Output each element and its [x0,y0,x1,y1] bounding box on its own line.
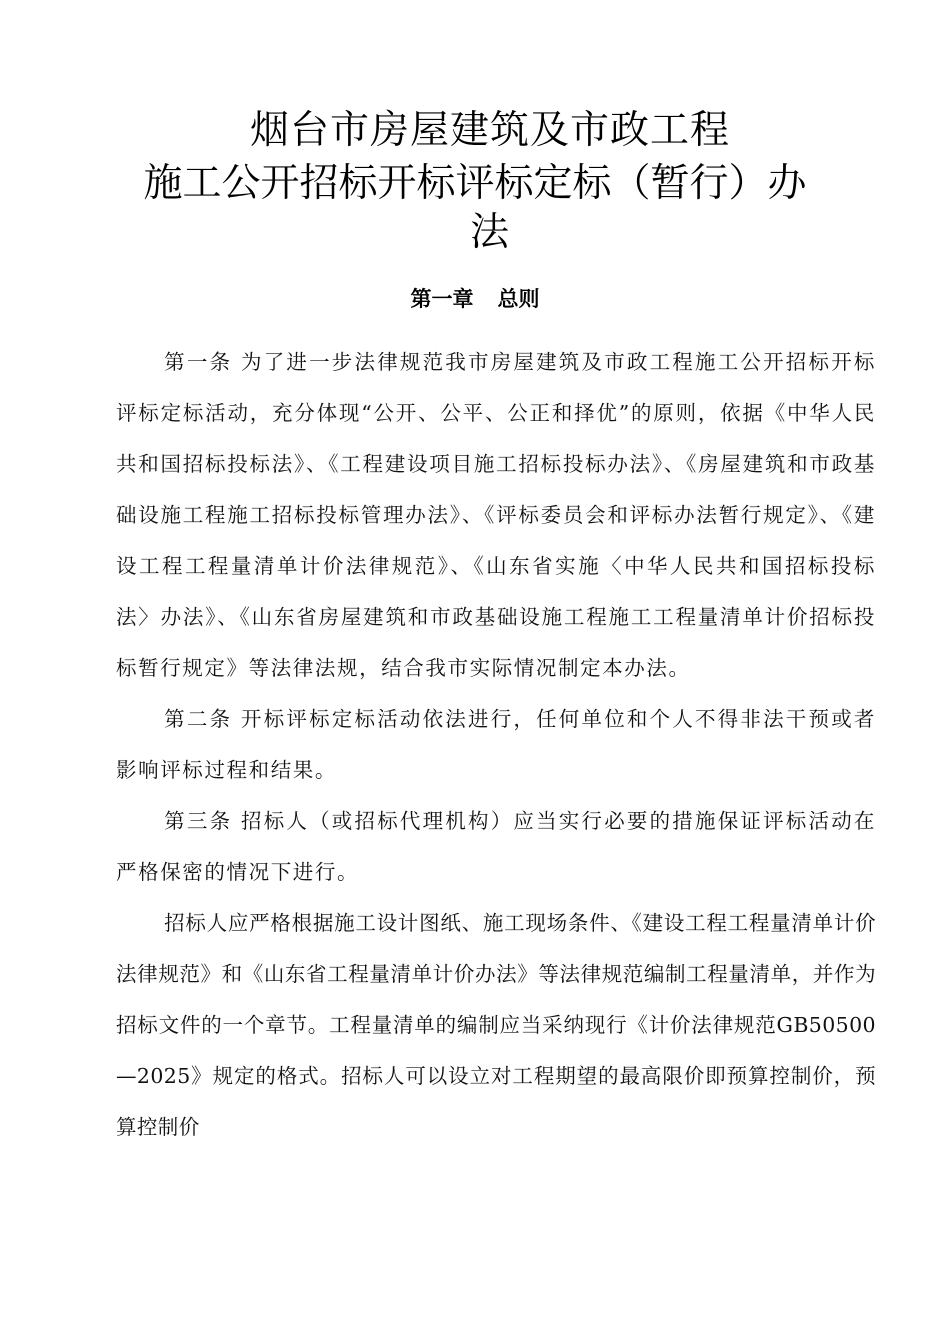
document-title-line-3: 法 [469,210,510,255]
article-2-paragraph: 第二条 开标评标定标活动依法进行，任何单位和个人不得非法干预或者影响评标过程和结果。 [116,707,876,782]
article-3-paragraph: 第三条 招标人（或招标代理机构）应当实行必要的措施保证评标活动在严格保密的情况下进行。 [116,809,876,884]
chapter-number: 第一章 [410,287,474,311]
document-title-line-1: 烟台市房屋建筑及市政工程 [249,108,730,153]
chapter-heading [0,284,950,314]
document-body [116,337,876,1153]
article-3-continuation-paragraph: 招标人应严格根据施工设计图纸、施工现场条件、《建设工程工程量清单计价法律规范》和《山东省工程量清单计价办法》等法律规范编制工程量清单，并作为招标文件的一个章节。工程量清单的编制应当采纳现行《计价法律规范GB50500—2025》规定的格式。招标人可以设立对工程期望的最高限价即预算控制价，预算控制价 [116,911,876,1139]
article-1-paragraph: 第一条 为了进一步法律规范我市房屋建筑及市政工程施工公开招标开标评标定标活动，充分体现“公开、公平、公正和择优”的原则，依据《中华人民共和国招标投标法》、《工程建设项目施工招标投标办法》、《房屋建筑和市政基础设施工程施工招标投标管理办法》、《评标委员会和评标办法暂行规定》、《建设工程工程量清单计价法律规范》、《山东省实施〈中华人民共和国招标投标法〉办法》、《山东省房屋建筑和市政基础设施工程施工工程量清单计价招标投标暂行规定》等法律法规，结合我市实际情况制定本办法。 [116,350,876,680]
chapter-name: 总则 [497,287,540,311]
document-title-line-2: 施工公开招标开标评标定标（暂行）办 [143,161,807,206]
